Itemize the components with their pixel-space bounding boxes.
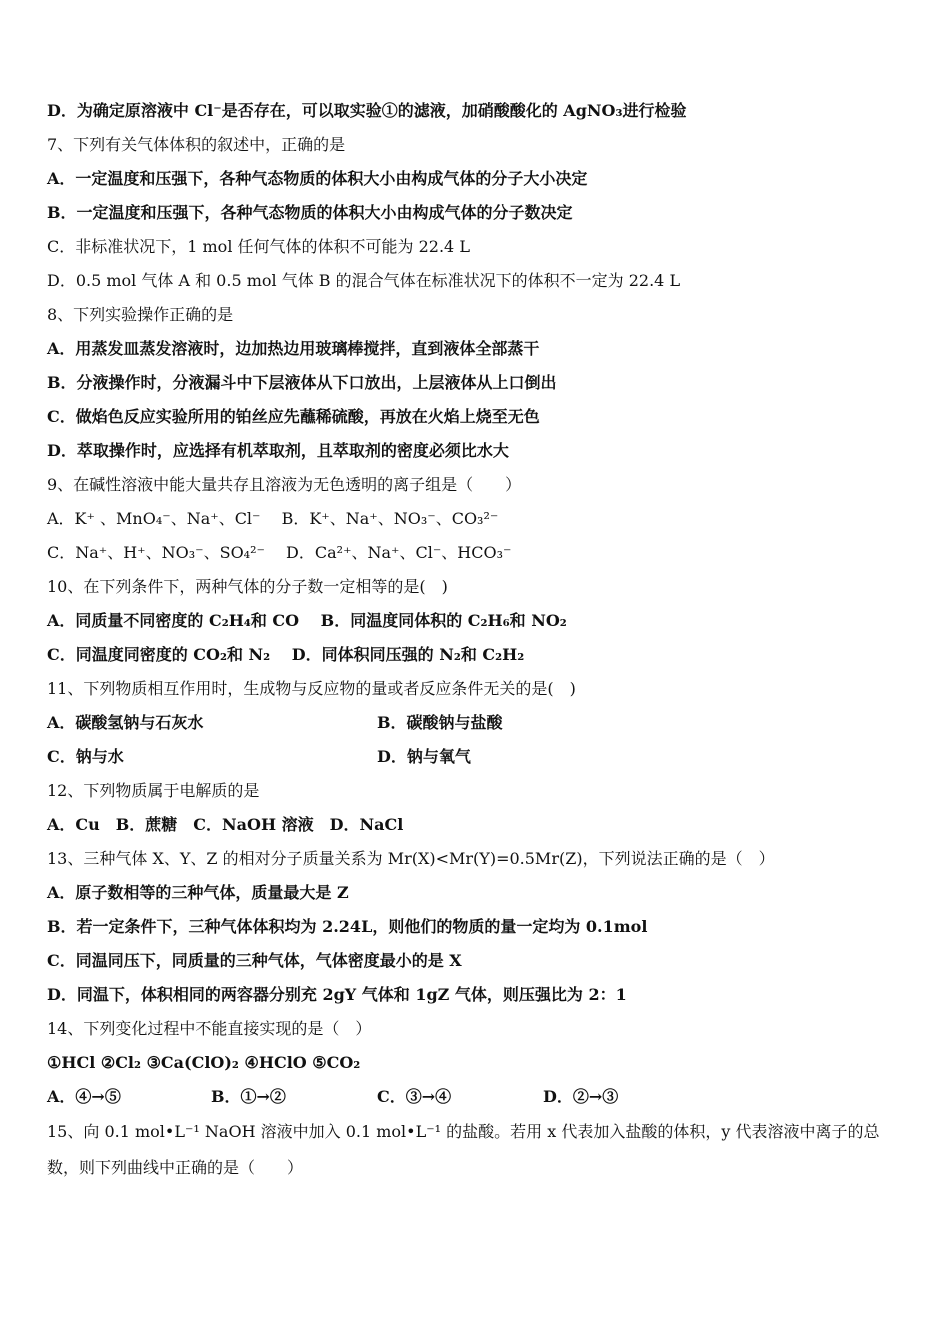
q7-option-a-text: A．一定温度和压强下，各种气态物质的体积大小由构成气体的分子大小决定 bbox=[47, 169, 588, 188]
q11-option-c: C．钠与水 bbox=[47, 747, 124, 766]
question-10 bbox=[47, 576, 448, 598]
question-13 bbox=[47, 848, 775, 870]
q7-option-a bbox=[47, 168, 587, 190]
q13-option-a-text: A．原子数相等的三种气体，质量最大是 Z bbox=[47, 883, 349, 902]
q14-option-b: B．①→② bbox=[211, 1087, 286, 1106]
q12-options-text: A．Cu B．蔗糖 C．NaOH 溶液 D．NaCl bbox=[47, 815, 404, 834]
q13-option-d-text: D．同温下，体积相同的两容器分别充 2gY 气体和 1gZ 气体，则压强比为 2：1 bbox=[47, 985, 627, 1004]
q11-option-a: A．碳酸氢钠与石灰水 bbox=[47, 713, 204, 732]
question-13-text: 13、三种气体 X、Y、Z 的相对分子质量关系为 Mr(X)<Mr(Y)=0.5Mr(Z)，下列说法正确的是（ ） bbox=[47, 849, 775, 868]
q11-options-cd bbox=[47, 746, 907, 768]
question-15 bbox=[47, 1114, 907, 1186]
question-12-text: 12、下列物质属于电解质的是 bbox=[47, 781, 260, 800]
q11-options-ab bbox=[47, 712, 907, 734]
question-7-text: 7、下列有关气体体积的叙述中，正确的是 bbox=[47, 135, 346, 154]
q8-option-c bbox=[47, 406, 540, 428]
q13-option-c-text: C．同温同压下，同质量的三种气体，气体密度最小的是 X bbox=[47, 951, 462, 970]
q14-option-a: A．④→⑤ bbox=[47, 1087, 121, 1106]
question-12 bbox=[47, 780, 259, 802]
q14-options bbox=[47, 1086, 907, 1108]
q13-option-a bbox=[47, 882, 349, 904]
q7-option-d bbox=[47, 270, 680, 292]
q11-option-b: B．碳酸钠与盐酸 bbox=[377, 713, 503, 732]
q8-option-d bbox=[47, 440, 509, 462]
q6-option-d-text: D．为确定原溶液中 Cl⁻是否存在，可以取实验①的滤液，加硝酸酸化的 AgNO₃进行检验 bbox=[47, 101, 687, 120]
q7-option-d-text: D．0.5 mol 气体 A 和 0.5 mol 气体 B 的混合气体在标准状况下的体积不一定为 22.4 L bbox=[47, 271, 681, 290]
question-14-text: 14、下列变化过程中不能直接实现的是（ ） bbox=[47, 1019, 372, 1038]
q7-option-b-text: B．一定温度和压强下，各种气态物质的体积大小由构成气体的分子数决定 bbox=[47, 203, 573, 222]
q7-option-c-text: C．非标准状况下，1 mol 任何气体的体积不可能为 22.4 L bbox=[47, 237, 470, 256]
q8-option-d-text: D．萃取操作时，应选择有机萃取剂，且萃取剂的密度必须比水大 bbox=[47, 441, 509, 460]
q14-substance-list-text: ①HCl ②Cl₂ ③Ca(ClO)₂ ④HClO ⑤CO₂ bbox=[47, 1053, 361, 1072]
q7-option-b bbox=[47, 202, 573, 224]
q9-options-cd bbox=[47, 542, 511, 564]
q6-option-d bbox=[47, 100, 686, 122]
q14-option-c: C．③→④ bbox=[377, 1087, 452, 1106]
q14-substance-list bbox=[47, 1052, 360, 1074]
q8-option-a bbox=[47, 338, 539, 360]
q10-options-cd bbox=[47, 644, 524, 666]
q13-option-b bbox=[47, 916, 647, 938]
q8-option-c-text: C．做焰色反应实验所用的铂丝应先蘸稀硫酸，再放在火焰上烧至无色 bbox=[47, 407, 540, 426]
question-15-text: 15、向 0.1 mol•L⁻¹ NaOH 溶液中加入 0.1 mol•L⁻¹ 的盐酸。若用 x 代表加入盐酸的体积，y 代表溶液中离子的总数，则下列曲线中正确的是（ ） bbox=[47, 1122, 880, 1177]
q12-options bbox=[47, 814, 403, 836]
q8-option-b-text: B．分液操作时，分液漏斗中下层液体从下口放出，上层液体从上口倒出 bbox=[47, 373, 557, 392]
q9-options-ab-text: A．K⁺ 、MnO₄⁻、Na⁺、Cl⁻ B．K⁺、Na⁺、NO₃⁻、CO₃²⁻ bbox=[47, 509, 499, 528]
q7-option-c bbox=[47, 236, 470, 258]
question-10-text: 10、在下列条件下，两种气体的分子数一定相等的是( ) bbox=[47, 577, 448, 596]
question-9 bbox=[47, 474, 521, 496]
question-9-text: 9、在碱性溶液中能大量共存且溶液为无色透明的离子组是（ ） bbox=[47, 475, 522, 494]
q13-option-c bbox=[47, 950, 462, 972]
q14-option-d: D．②→③ bbox=[543, 1087, 619, 1106]
question-11 bbox=[47, 678, 576, 700]
question-14 bbox=[47, 1018, 371, 1040]
q10-options-ab bbox=[47, 610, 567, 632]
q8-option-b bbox=[47, 372, 557, 394]
question-8-text: 8、下列实验操作正确的是 bbox=[47, 305, 234, 324]
q10-options-ab-text: A．同质量不同密度的 C₂H₄和 CO B．同温度同体积的 C₂H₆和 NO₂ bbox=[47, 611, 567, 630]
q13-option-d bbox=[47, 984, 627, 1006]
q8-option-a-text: A．用蒸发皿蒸发溶液时，边加热边用玻璃棒搅拌，直到液体全部蒸干 bbox=[47, 339, 540, 358]
q9-options-cd-text: C．Na⁺、H⁺、NO₃⁻、SO₄²⁻ D．Ca²⁺、Na⁺、Cl⁻、HCO₃⁻ bbox=[47, 543, 512, 562]
question-7 bbox=[47, 134, 345, 156]
q10-options-cd-text: C．同温度同密度的 CO₂和 N₂ D．同体积同压强的 N₂和 C₂H₂ bbox=[47, 645, 525, 664]
question-11-text: 11、下列物质相互作用时，生成物与反应物的量或者反应条件无关的是( ) bbox=[47, 679, 576, 698]
q11-option-d: D．钠与氧气 bbox=[377, 747, 471, 766]
question-8 bbox=[47, 304, 233, 326]
q9-options-ab bbox=[47, 508, 498, 530]
q13-option-b-text: B．若一定条件下，三种气体体积均为 2.24L，则他们的物质的量一定均为 0.1mol bbox=[47, 917, 648, 936]
